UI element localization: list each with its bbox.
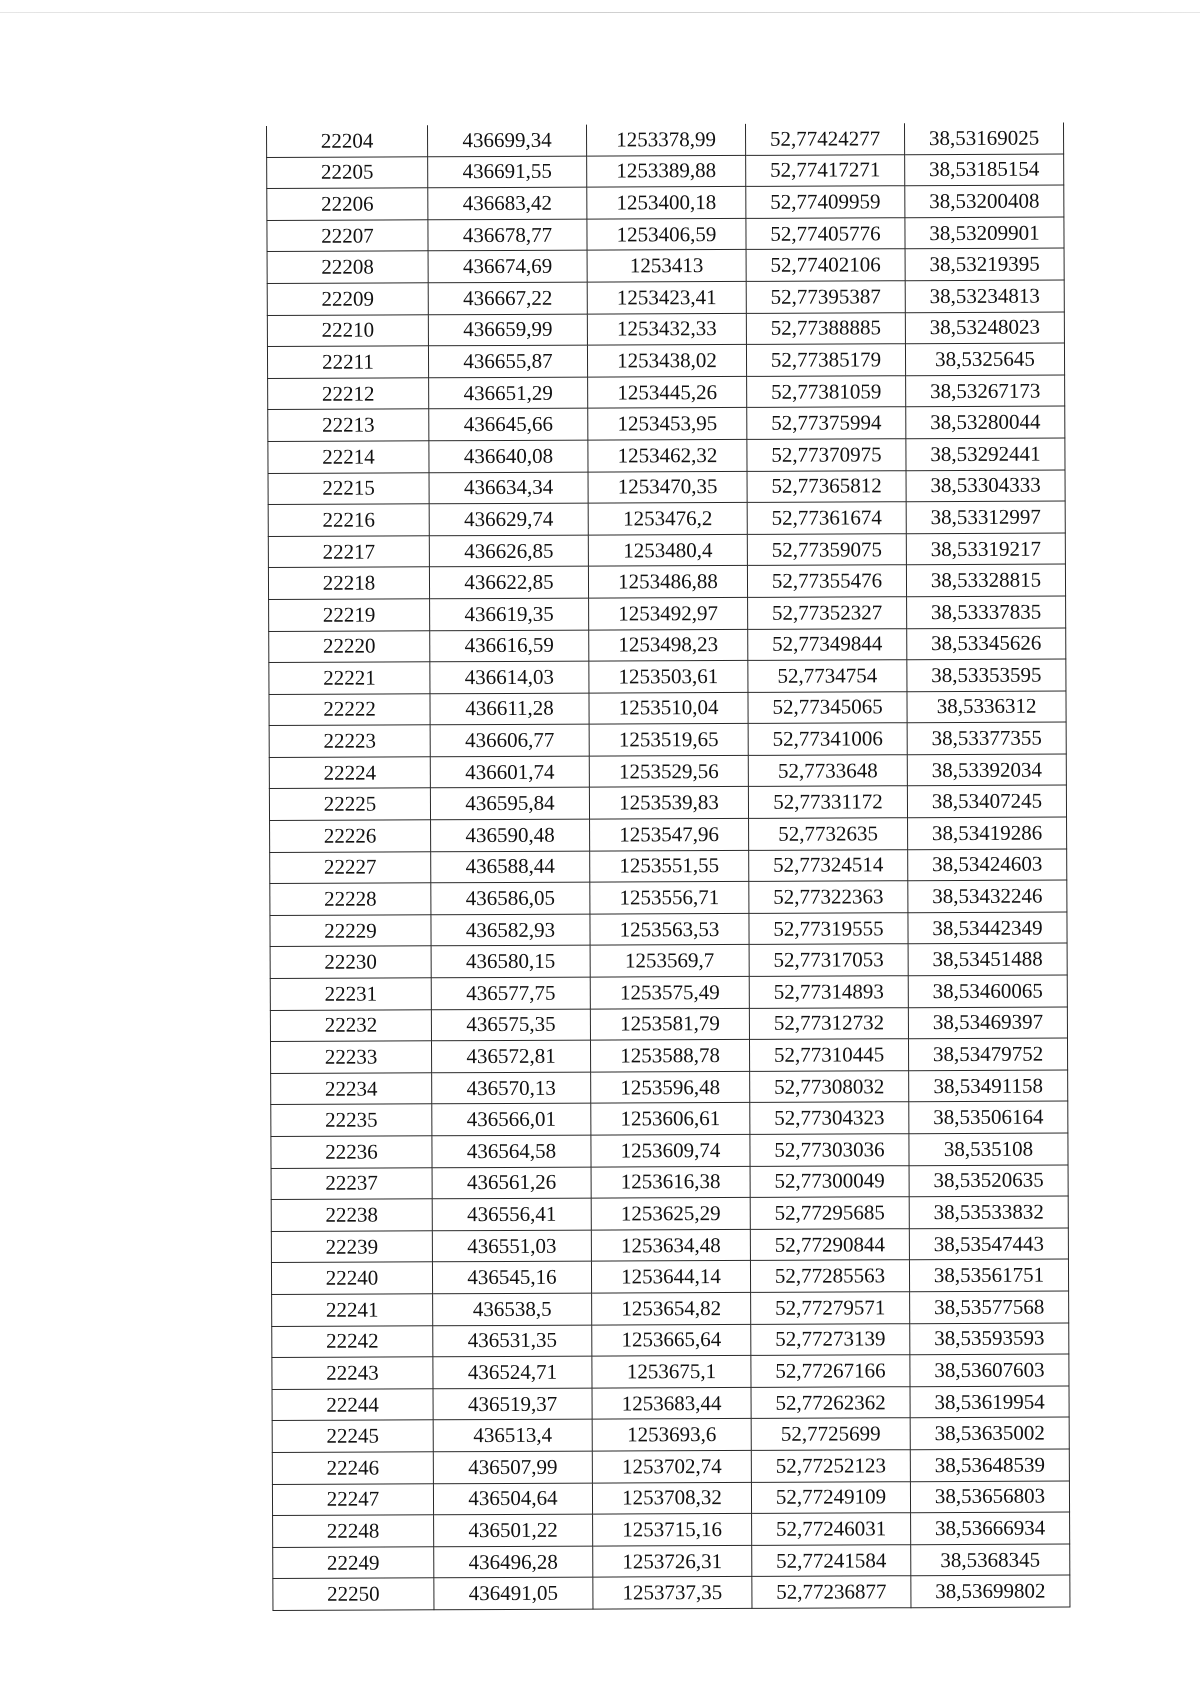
longitude-cell: 38,53292441	[906, 438, 1065, 470]
longitude-cell: 38,53424603	[908, 849, 1067, 881]
x-coordinate-cell: 436577,75	[431, 977, 590, 1009]
longitude-cell: 38,53248023	[905, 312, 1064, 344]
longitude-cell: 38,53619954	[910, 1386, 1069, 1418]
y-coordinate-cell: 1253453,95	[588, 408, 747, 440]
table-row	[271, 1259, 1068, 1294]
longitude-cell: 38,53419286	[908, 817, 1067, 849]
table-row	[270, 975, 1067, 1010]
table-row	[270, 1007, 1067, 1042]
x-coordinate-cell: 436590,48	[431, 819, 590, 851]
x-coordinate-cell: 436645,66	[429, 408, 588, 440]
latitude-cell: 52,77304323	[750, 1102, 909, 1134]
y-coordinate-cell: 1253529,56	[589, 755, 748, 787]
y-coordinate-cell: 1253539,83	[589, 787, 748, 819]
table-row	[267, 280, 1064, 315]
x-coordinate-cell: 436640,08	[429, 440, 588, 472]
x-coordinate-cell: 436678,77	[428, 219, 587, 251]
x-coordinate-cell: 436556,41	[432, 1198, 591, 1230]
table-row	[270, 943, 1067, 978]
y-coordinate-cell: 1253432,33	[587, 313, 746, 345]
latitude-cell: 52,77314893	[749, 976, 908, 1008]
point-number-cell: 22224	[269, 757, 430, 789]
scan-top-edge	[0, 12, 1200, 13]
table-row	[267, 154, 1064, 189]
longitude-cell: 38,53169025	[904, 123, 1063, 155]
point-number-cell: 22206	[267, 188, 428, 220]
point-number-cell: 22226	[270, 820, 431, 852]
latitude-cell: 52,77355476	[747, 565, 906, 597]
y-coordinate-cell: 1253551,55	[590, 850, 749, 882]
x-coordinate-cell: 436519,37	[433, 1388, 592, 1420]
longitude-cell: 38,53267173	[906, 375, 1065, 407]
longitude-cell: 38,53312997	[906, 501, 1065, 533]
latitude-cell: 52,77359075	[747, 533, 906, 565]
point-number-cell: 22225	[269, 788, 430, 820]
y-coordinate-cell: 1253737,35	[593, 1577, 752, 1609]
latitude-cell: 52,77303036	[750, 1134, 909, 1166]
table-row	[267, 343, 1064, 378]
longitude-cell: 38,53491158	[909, 1070, 1068, 1102]
x-coordinate-cell: 436572,81	[431, 1040, 590, 1072]
longitude-cell: 38,53432246	[908, 880, 1067, 912]
y-coordinate-cell: 1253693,6	[592, 1419, 751, 1451]
y-coordinate-cell: 1253715,16	[593, 1514, 752, 1546]
latitude-cell: 52,77285563	[750, 1260, 909, 1292]
table-row	[271, 1133, 1068, 1168]
y-coordinate-cell: 1253492,97	[589, 597, 748, 629]
point-number-cell: 22250	[273, 1578, 434, 1610]
y-coordinate-cell: 1253476,2	[588, 503, 747, 535]
table-row	[268, 564, 1065, 599]
y-coordinate-cell: 1253702,74	[592, 1450, 751, 1482]
table-row	[272, 1449, 1069, 1484]
x-coordinate-cell: 436561,26	[432, 1167, 591, 1199]
longitude-cell: 38,53377355	[907, 722, 1066, 754]
longitude-cell: 38,53506164	[909, 1101, 1068, 1133]
point-number-cell: 22211	[267, 346, 428, 378]
x-coordinate-cell: 436626,85	[429, 535, 588, 567]
longitude-cell: 38,53635002	[910, 1417, 1069, 1449]
x-coordinate-cell: 436570,13	[432, 1072, 591, 1104]
longitude-cell: 38,53699802	[911, 1575, 1070, 1607]
point-number-cell: 22244	[272, 1389, 433, 1421]
x-coordinate-cell: 436699,34	[427, 125, 586, 157]
x-coordinate-cell: 436667,22	[428, 282, 587, 314]
y-coordinate-cell: 1253519,65	[589, 724, 748, 756]
table-row	[270, 912, 1067, 947]
point-number-cell: 22246	[272, 1452, 433, 1484]
longitude-cell: 38,53234813	[905, 280, 1064, 312]
y-coordinate-cell: 1253596,48	[591, 1071, 750, 1103]
table-row	[270, 1038, 1067, 1073]
y-coordinate-cell: 1253616,38	[591, 1166, 750, 1198]
point-number-cell: 22207	[267, 220, 428, 252]
x-coordinate-cell: 436582,93	[431, 914, 590, 946]
table-row	[269, 785, 1066, 820]
y-coordinate-cell: 1253413	[587, 250, 746, 282]
longitude-cell: 38,5368345	[911, 1544, 1070, 1576]
longitude-cell: 38,53353595	[907, 659, 1066, 691]
x-coordinate-cell: 436491,05	[434, 1577, 593, 1609]
latitude-cell: 52,77381059	[747, 375, 906, 407]
y-coordinate-cell: 1253581,79	[590, 1008, 749, 1040]
point-number-cell: 22243	[272, 1357, 433, 1389]
latitude-cell: 52,77267166	[751, 1355, 910, 1387]
longitude-cell: 38,53185154	[905, 154, 1064, 186]
longitude-cell: 38,53577568	[910, 1291, 1069, 1323]
table-row	[267, 185, 1064, 220]
table-row	[271, 1228, 1068, 1263]
y-coordinate-cell: 1253625,29	[591, 1198, 750, 1230]
latitude-cell: 52,77308032	[750, 1071, 909, 1103]
point-number-cell: 22222	[269, 693, 430, 725]
table-row	[271, 1165, 1068, 1200]
y-coordinate-cell: 1253569,7	[590, 945, 749, 977]
latitude-cell: 52,77295685	[750, 1197, 909, 1229]
latitude-cell: 52,77375994	[747, 407, 906, 439]
point-number-cell: 22228	[270, 883, 431, 915]
longitude-cell: 38,53656803	[910, 1481, 1069, 1513]
longitude-cell: 38,53219395	[905, 248, 1064, 280]
latitude-cell: 52,77236877	[752, 1576, 911, 1608]
latitude-cell: 52,77322363	[749, 881, 908, 913]
longitude-cell: 38,53561751	[909, 1259, 1068, 1291]
latitude-cell: 52,77249109	[751, 1481, 910, 1513]
longitude-cell: 38,53337835	[907, 596, 1066, 628]
point-number-cell: 22237	[271, 1167, 432, 1199]
longitude-cell: 38,53451488	[908, 943, 1067, 975]
x-coordinate-cell: 436655,87	[428, 345, 587, 377]
x-coordinate-cell: 436651,29	[429, 377, 588, 409]
x-coordinate-cell: 436614,03	[430, 661, 589, 693]
longitude-cell: 38,53520635	[909, 1165, 1068, 1197]
x-coordinate-cell: 436683,42	[428, 187, 587, 219]
y-coordinate-cell: 1253445,26	[588, 376, 747, 408]
point-number-cell: 22234	[271, 1073, 432, 1105]
y-coordinate-cell: 1253683,44	[592, 1387, 751, 1419]
latitude-cell: 52,77417271	[746, 154, 905, 186]
latitude-cell: 52,77331172	[748, 786, 907, 818]
table-row	[273, 1544, 1070, 1579]
latitude-cell: 52,77241584	[752, 1544, 911, 1576]
x-coordinate-cell: 436513,4	[433, 1419, 592, 1451]
y-coordinate-cell: 1253406,59	[587, 218, 746, 250]
latitude-cell: 52,77312732	[749, 1007, 908, 1039]
y-coordinate-cell: 1253665,64	[592, 1324, 751, 1356]
longitude-cell: 38,53209901	[905, 217, 1064, 249]
x-coordinate-cell: 436659,99	[428, 314, 587, 346]
longitude-cell: 38,53666934	[911, 1512, 1070, 1544]
point-number-cell: 22232	[270, 1009, 431, 1041]
table-row	[268, 470, 1065, 505]
table-row	[269, 754, 1066, 789]
point-number-cell: 22223	[269, 725, 430, 757]
table-row	[267, 217, 1064, 252]
x-coordinate-cell: 436629,74	[429, 503, 588, 535]
y-coordinate-cell: 1253708,32	[592, 1482, 751, 1514]
table-row	[270, 817, 1067, 852]
longitude-cell: 38,53460065	[908, 975, 1067, 1007]
latitude-cell: 52,77402106	[746, 249, 905, 281]
coordinates-table-body	[267, 123, 1070, 1611]
table-row	[272, 1323, 1069, 1358]
latitude-cell: 52,77370975	[747, 439, 906, 471]
table-row	[272, 1386, 1069, 1421]
x-coordinate-cell: 436545,16	[432, 1261, 591, 1293]
longitude-cell: 38,53328815	[906, 564, 1065, 596]
table-row	[272, 1481, 1069, 1516]
x-coordinate-cell: 436580,15	[431, 946, 590, 978]
longitude-cell: 38,5325645	[905, 343, 1064, 375]
x-coordinate-cell: 436611,28	[430, 693, 589, 725]
longitude-cell: 38,53479752	[908, 1038, 1067, 1070]
point-number-cell: 22247	[272, 1483, 433, 1515]
point-number-cell: 22241	[272, 1294, 433, 1326]
y-coordinate-cell: 1253556,71	[590, 882, 749, 914]
table-row	[273, 1512, 1070, 1547]
x-coordinate-cell: 436566,01	[432, 1103, 591, 1135]
y-coordinate-cell: 1253654,82	[592, 1292, 751, 1324]
y-coordinate-cell: 1253486,88	[588, 566, 747, 598]
point-number-cell: 22248	[273, 1515, 434, 1547]
latitude-cell: 52,77300049	[750, 1165, 909, 1197]
longitude-cell: 38,53304333	[906, 470, 1065, 502]
table-row	[268, 533, 1065, 568]
latitude-cell: 52,7733648	[748, 755, 907, 787]
y-coordinate-cell: 1253480,4	[588, 534, 747, 566]
latitude-cell: 52,77310445	[749, 1039, 908, 1071]
latitude-cell: 52,77252123	[751, 1450, 910, 1482]
table-row	[270, 880, 1067, 915]
y-coordinate-cell: 1253438,02	[587, 345, 746, 377]
point-number-cell: 22238	[271, 1199, 432, 1231]
point-number-cell: 22210	[267, 314, 428, 346]
table-row	[270, 849, 1067, 884]
x-coordinate-cell: 436619,35	[430, 598, 589, 630]
longitude-cell: 38,53392034	[907, 754, 1066, 786]
y-coordinate-cell: 1253675,1	[592, 1356, 751, 1388]
latitude-cell: 52,77385179	[746, 344, 905, 376]
point-number-cell: 22219	[269, 599, 430, 631]
latitude-cell: 52,77352327	[748, 597, 907, 629]
longitude-cell: 38,53407245	[907, 785, 1066, 817]
latitude-cell: 52,77345065	[748, 691, 907, 723]
point-number-cell: 22220	[269, 630, 430, 662]
x-coordinate-cell: 436634,34	[429, 472, 588, 504]
latitude-cell: 52,77317053	[749, 944, 908, 976]
x-coordinate-cell: 436496,28	[434, 1546, 593, 1578]
coordinates-table	[266, 123, 1070, 1611]
latitude-cell: 52,77409959	[746, 186, 905, 218]
y-coordinate-cell: 1253588,78	[590, 1040, 749, 1072]
y-coordinate-cell: 1253498,23	[589, 629, 748, 661]
latitude-cell: 52,7734754	[748, 660, 907, 692]
y-coordinate-cell: 1253634,48	[591, 1229, 750, 1261]
table-row	[273, 1575, 1070, 1610]
longitude-cell: 38,53469397	[908, 1007, 1067, 1039]
point-number-cell: 22245	[272, 1420, 433, 1452]
latitude-cell: 52,77290844	[750, 1228, 909, 1260]
latitude-cell: 52,77349844	[748, 628, 907, 660]
x-coordinate-cell: 436538,5	[433, 1293, 592, 1325]
y-coordinate-cell: 1253644,14	[591, 1261, 750, 1293]
point-number-cell: 22233	[270, 1041, 431, 1073]
point-number-cell: 22236	[271, 1136, 432, 1168]
longitude-cell: 38,53280044	[906, 406, 1065, 438]
x-coordinate-cell: 436504,64	[433, 1483, 592, 1515]
point-number-cell: 22231	[270, 978, 431, 1010]
longitude-cell: 38,53547443	[909, 1228, 1068, 1260]
point-number-cell: 22227	[270, 851, 431, 883]
y-coordinate-cell: 1253609,74	[591, 1134, 750, 1166]
latitude-cell: 52,77279571	[751, 1292, 910, 1324]
x-coordinate-cell: 436622,85	[429, 566, 588, 598]
latitude-cell: 52,77388885	[746, 312, 905, 344]
point-number-cell: 22214	[268, 441, 429, 473]
table-row	[268, 438, 1065, 473]
point-number-cell: 22216	[268, 504, 429, 536]
longitude-cell: 38,53200408	[905, 185, 1064, 217]
longitude-cell: 38,5336312	[907, 691, 1066, 723]
document-page	[266, 123, 1070, 1611]
longitude-cell: 38,53345626	[907, 628, 1066, 660]
longitude-cell: 38,535108	[909, 1133, 1068, 1165]
x-coordinate-cell: 436616,59	[430, 630, 589, 662]
latitude-cell: 52,77424277	[745, 123, 904, 155]
point-number-cell: 22221	[269, 662, 430, 694]
point-number-cell: 22230	[270, 946, 431, 978]
y-coordinate-cell: 1253389,88	[587, 155, 746, 187]
point-number-cell: 22213	[268, 409, 429, 441]
y-coordinate-cell: 1253606,61	[591, 1103, 750, 1135]
table-row	[269, 628, 1066, 663]
y-coordinate-cell: 1253423,41	[587, 281, 746, 313]
longitude-cell: 38,53648539	[910, 1449, 1069, 1481]
x-coordinate-cell: 436588,44	[431, 851, 590, 883]
table-row	[269, 722, 1066, 757]
point-number-cell: 22208	[267, 251, 428, 283]
longitude-cell: 38,53442349	[908, 912, 1067, 944]
table-row	[271, 1101, 1068, 1136]
point-number-cell: 22239	[271, 1231, 432, 1263]
y-coordinate-cell: 1253400,18	[587, 187, 746, 219]
latitude-cell: 52,77324514	[749, 849, 908, 881]
longitude-cell: 38,53533832	[909, 1196, 1068, 1228]
table-row	[267, 312, 1064, 347]
y-coordinate-cell: 1253575,49	[590, 976, 749, 1008]
y-coordinate-cell: 1253462,32	[588, 439, 747, 471]
y-coordinate-cell: 1253547,96	[590, 818, 749, 850]
longitude-cell: 38,53593593	[910, 1323, 1069, 1355]
longitude-cell: 38,53319217	[906, 533, 1065, 565]
y-coordinate-cell: 1253726,31	[593, 1545, 752, 1577]
point-number-cell: 22242	[272, 1325, 433, 1357]
point-number-cell: 22218	[268, 567, 429, 599]
y-coordinate-cell: 1253510,04	[589, 692, 748, 724]
point-number-cell: 22204	[267, 125, 428, 157]
x-coordinate-cell: 436501,22	[434, 1514, 593, 1546]
point-number-cell: 22205	[267, 156, 428, 188]
x-coordinate-cell: 436575,35	[431, 1009, 590, 1041]
y-coordinate-cell: 1253378,99	[586, 124, 745, 156]
table-row	[267, 123, 1064, 158]
latitude-cell: 52,7732635	[749, 818, 908, 850]
latitude-cell: 52,77405776	[746, 217, 905, 249]
latitude-cell: 52,77273139	[751, 1323, 910, 1355]
x-coordinate-cell: 436586,05	[431, 882, 590, 914]
point-number-cell: 22209	[267, 283, 428, 315]
x-coordinate-cell: 436524,71	[433, 1356, 592, 1388]
point-number-cell: 22249	[273, 1547, 434, 1579]
x-coordinate-cell: 436564,58	[432, 1135, 591, 1167]
x-coordinate-cell: 436606,77	[430, 724, 589, 756]
table-row	[268, 375, 1065, 410]
x-coordinate-cell: 436551,03	[432, 1230, 591, 1262]
x-coordinate-cell: 436691,55	[428, 156, 587, 188]
latitude-cell: 52,77361674	[747, 502, 906, 534]
table-row	[268, 406, 1065, 441]
x-coordinate-cell: 436531,35	[433, 1325, 592, 1357]
latitude-cell: 52,77246031	[752, 1513, 911, 1545]
point-number-cell: 22229	[270, 915, 431, 947]
table-row	[272, 1291, 1069, 1326]
latitude-cell: 52,7725699	[751, 1418, 910, 1450]
table-row	[271, 1070, 1068, 1105]
table-row	[272, 1417, 1069, 1452]
x-coordinate-cell: 436507,99	[433, 1451, 592, 1483]
y-coordinate-cell: 1253470,35	[588, 471, 747, 503]
latitude-cell: 52,77395387	[746, 281, 905, 313]
x-coordinate-cell: 436595,84	[430, 788, 589, 820]
longitude-cell: 38,53607603	[910, 1354, 1069, 1386]
point-number-cell: 22217	[268, 536, 429, 568]
table-row	[269, 659, 1066, 694]
y-coordinate-cell: 1253503,61	[589, 660, 748, 692]
latitude-cell: 52,77262362	[751, 1386, 910, 1418]
x-coordinate-cell: 436601,74	[430, 756, 589, 788]
point-number-cell: 22215	[268, 472, 429, 504]
latitude-cell: 52,77365812	[747, 470, 906, 502]
table-row	[269, 691, 1066, 726]
latitude-cell: 52,77319555	[749, 913, 908, 945]
x-coordinate-cell: 436674,69	[428, 250, 587, 282]
point-number-cell: 22240	[271, 1262, 432, 1294]
table-row	[272, 1354, 1069, 1389]
table-row	[267, 248, 1064, 283]
table-row	[271, 1196, 1068, 1231]
point-number-cell: 22235	[271, 1104, 432, 1136]
latitude-cell: 52,77341006	[748, 723, 907, 755]
point-number-cell: 22212	[268, 378, 429, 410]
table-row	[269, 596, 1066, 631]
y-coordinate-cell: 1253563,53	[590, 913, 749, 945]
table-row	[268, 501, 1065, 536]
